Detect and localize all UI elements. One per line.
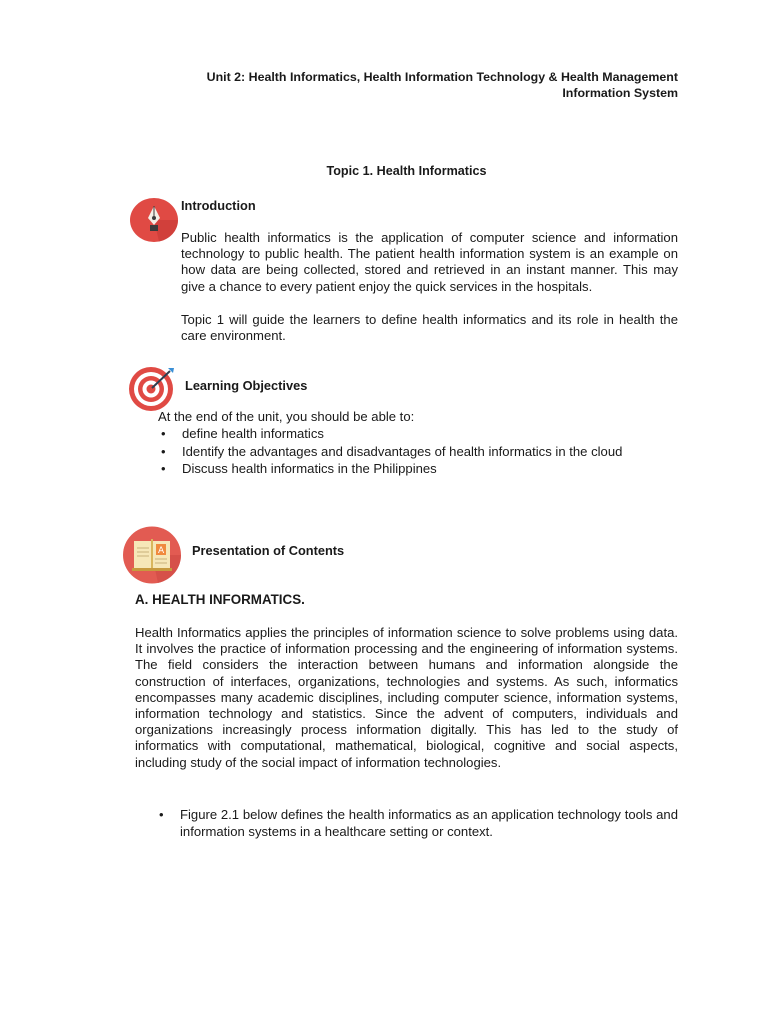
objectives-list bbox=[158, 426, 628, 478]
presentation-of-contents-heading: Presentation of Contents bbox=[192, 543, 345, 558]
target-icon bbox=[128, 365, 176, 413]
unit-header-line1: Unit 2: Health Informatics, Health Information Technology & Health Management bbox=[206, 70, 678, 84]
figure-reference-text: Figure 2.1 below defines the health informatics as an application technology tools and information systems in a healthcare setting or context. bbox=[180, 807, 678, 839]
section-heading: A. HEALTH INFORMATICS. bbox=[135, 592, 305, 607]
introduction-heading: Introduction bbox=[181, 198, 256, 213]
introduction-paragraph-2: Topic 1 will guide the learners to define health informatics and its role in health the care environment. bbox=[181, 312, 678, 344]
book-icon bbox=[122, 526, 182, 584]
pen-nib-icon bbox=[129, 197, 179, 243]
list-item: • define health informatics bbox=[161, 426, 324, 441]
svg-text:A: A bbox=[158, 546, 165, 556]
introduction-paragraph-1: Public health informatics is the application of computer science and information technology to public health. The patient health information system is an example on how data are being collected, stored and retrieved in an instant manner. This may give a chance to every patient enjoy the quick services in the hospitals. bbox=[181, 230, 678, 294]
objective-text: Discuss health informatics in the Philippines bbox=[182, 461, 437, 476]
objective-text: Identify the advantages and disadvantages of health informatics in the cloud bbox=[182, 443, 623, 459]
unit-header-line2: Information System bbox=[562, 86, 678, 100]
list-item: • Discuss health informatics in the Philippines bbox=[161, 461, 437, 476]
objectives-lead: At the end of the unit, you should be able to: bbox=[158, 409, 415, 424]
topic-title: Topic 1. Health Informatics bbox=[326, 164, 487, 178]
learning-objectives-heading: Learning Objectives bbox=[185, 378, 308, 393]
objective-text: define health informatics bbox=[182, 426, 324, 441]
health-informatics-paragraph: Health Informatics applies the principles of information science to solve problems using data. It involves the practice of information processing and the engineering of information systems. The field considers the interaction between humans and information alongside the construction of interfaces, organizations, technologies and systems. As such, informatics encompasses many academic disciplines, including computer science, information systems, information technology and statistics. Since the advent of computers, individuals and organizations increasingly process information digitally. This has led to the study of informatics with computational, mathematical, biological, cognitive and social aspects, including study of the social impact of information technologies. bbox=[135, 625, 678, 770]
unit-header bbox=[100, 69, 678, 101]
contents-list bbox=[156, 807, 678, 840]
list-item: • Figure 2.1 below defines the health informatics as an application technology tools and information systems in a healthcare setting or context. bbox=[159, 807, 678, 839]
list-item: • Identify the advantages and disadvantages of health informatics in the cloud bbox=[161, 443, 623, 459]
